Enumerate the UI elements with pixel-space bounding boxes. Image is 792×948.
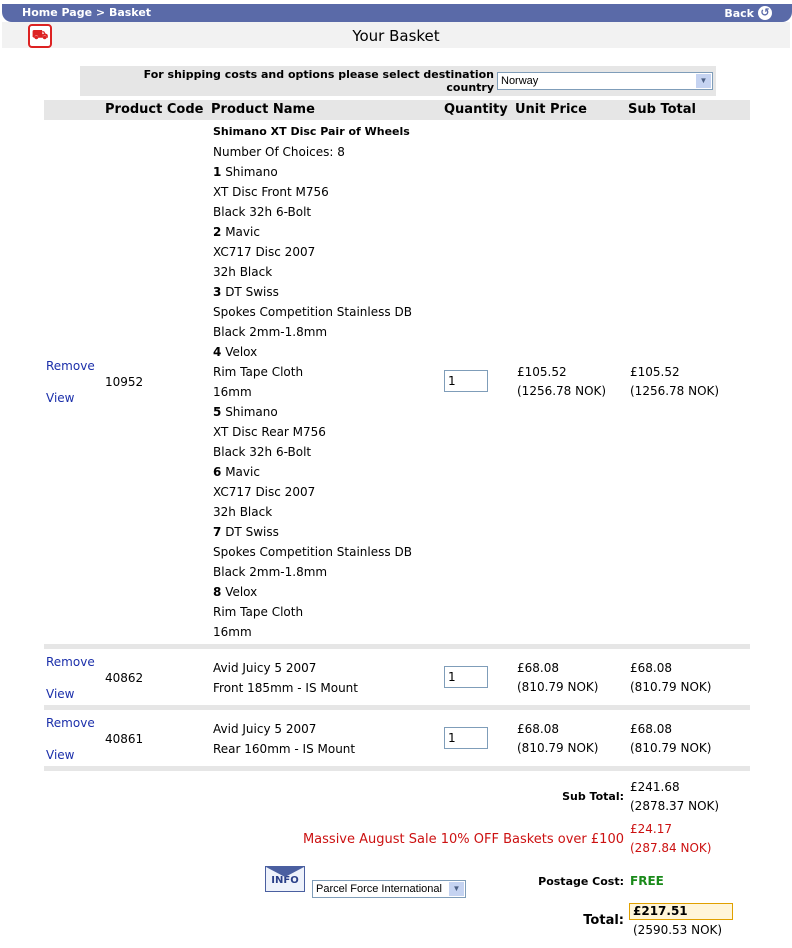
row-divider: [44, 766, 750, 771]
breadcrumb-home[interactable]: Home Page: [22, 6, 93, 19]
remove-link[interactable]: Remove: [46, 716, 95, 730]
product-name: Avid Juicy 5 2007 Rear 160mm - IS Mount: [213, 722, 356, 756]
header-unit-price: Unit Price: [515, 102, 587, 117]
header-product-name: Product Name: [211, 102, 315, 117]
sale-discount-label: Massive August Sale 10% OFF Baskets over £100: [302, 832, 624, 847]
quantity-input[interactable]: [444, 666, 488, 688]
product-code: 40861: [105, 732, 144, 746]
postage-method-value: Parcel Force International: [316, 883, 442, 895]
choice-spec: 32h Black: [213, 265, 273, 279]
quantity-input[interactable]: [444, 727, 488, 749]
choice-spec: Black 32h 6-Bolt: [213, 205, 312, 219]
country-select-value: Norway: [501, 75, 539, 87]
remove-link[interactable]: Remove: [46, 359, 95, 373]
back-arrow-icon[interactable]: ↺: [758, 6, 772, 20]
row-divider: [44, 644, 750, 649]
chevron-down-icon[interactable]: ▼: [449, 882, 464, 896]
chevron-down-icon[interactable]: ▼: [696, 74, 711, 88]
view-link[interactable]: View: [46, 391, 75, 405]
shipping-country-panel: [80, 66, 716, 96]
choice-model: XC717 Disc 2007: [213, 485, 316, 499]
total-value: £217.51: [629, 903, 733, 920]
choice-item: 7 DT Swiss: [213, 525, 279, 539]
product-code: 10952: [105, 375, 144, 389]
choice-item: 3 DT Swiss: [213, 285, 279, 299]
breadcrumb-current: Basket: [108, 6, 152, 19]
header-product-code: Product Code: [105, 102, 204, 117]
page-title: Your Basket: [352, 27, 440, 45]
breadcrumb-separator: >: [95, 6, 106, 19]
back-button[interactable]: [724, 6, 772, 20]
unit-price: £68.08 (810.79 NOK): [517, 722, 599, 755]
view-link[interactable]: View: [46, 748, 75, 762]
choice-model: Rim Tape Cloth: [213, 605, 304, 619]
product-name-details: [213, 122, 412, 642]
remove-link[interactable]: Remove: [46, 655, 95, 669]
choice-spec: Black 32h 6-Bolt: [213, 445, 312, 459]
total-nok: (2590.53 NOK): [633, 923, 723, 937]
product-code: 40862: [105, 671, 144, 685]
choice-spec: 32h Black: [213, 505, 273, 519]
sub-total: £68.08 (810.79 NOK): [630, 661, 712, 694]
breadcrumb: [22, 6, 151, 19]
choice-model: Rim Tape Cloth: [213, 365, 304, 379]
choice-item: 4 Velox: [213, 345, 258, 359]
quantity-input[interactable]: [444, 370, 488, 392]
choice-item: 1 Shimano: [213, 165, 278, 179]
choice-item: 8 Velox: [213, 585, 258, 599]
choice-item: 2 Mavic: [213, 225, 260, 239]
view-link[interactable]: View: [46, 687, 75, 701]
choice-model: Spokes Competition Stainless DB: [213, 545, 412, 559]
product-name: Avid Juicy 5 2007 Front 185mm - IS Mount: [213, 661, 358, 695]
postage-method-select[interactable]: [312, 880, 466, 898]
subtotal-value: £241.68 (2878.37 NOK): [630, 780, 720, 813]
shipping-country-label: For shipping costs and options please select destination country: [143, 68, 494, 94]
choice-spec: 16mm: [213, 385, 252, 399]
product-name: Shimano XT Disc Pair of Wheels: [213, 125, 410, 138]
subtotal-label: Sub Total:: [562, 790, 624, 803]
postage-cost-label: Postage Cost:: [538, 875, 624, 888]
back-label[interactable]: Back: [724, 6, 754, 20]
choice-spec: Black 2mm-1.8mm: [213, 565, 328, 579]
unit-price: £68.08 (810.79 NOK): [517, 661, 599, 694]
total-label: Total:: [583, 913, 624, 928]
header-sub-total: Sub Total: [628, 102, 696, 117]
sub-total: £105.52 (1256.78 NOK): [630, 365, 720, 398]
choice-spec: 16mm: [213, 625, 252, 639]
postage-cost-value: FREE: [630, 874, 664, 888]
title-bar: [2, 22, 790, 48]
choice-model: Spokes Competition Stainless DB: [213, 305, 412, 319]
choice-model: XT Disc Rear M756: [213, 425, 326, 439]
basket-icon: ⛟: [28, 24, 52, 48]
basket-table-header: [44, 100, 750, 120]
choice-model: XC717 Disc 2007: [213, 245, 316, 259]
choice-model: XT Disc Front M756: [213, 185, 329, 199]
choices-count: Number Of Choices: 8: [213, 145, 345, 159]
unit-price: £105.52 (1256.78 NOK): [517, 365, 607, 398]
top-nav-bar: [2, 4, 792, 22]
info-envelope-icon[interactable]: INFO: [265, 866, 305, 892]
header-quantity: Quantity: [444, 102, 508, 117]
row-divider: [44, 705, 750, 710]
sub-total: £68.08 (810.79 NOK): [630, 722, 712, 755]
country-select[interactable]: [497, 72, 713, 90]
choice-item: 5 Shimano: [213, 405, 278, 419]
sale-discount-value: £24.17 (287.84 NOK): [630, 822, 712, 855]
choice-spec: Black 2mm-1.8mm: [213, 325, 328, 339]
choice-item: 6 Mavic: [213, 465, 260, 479]
